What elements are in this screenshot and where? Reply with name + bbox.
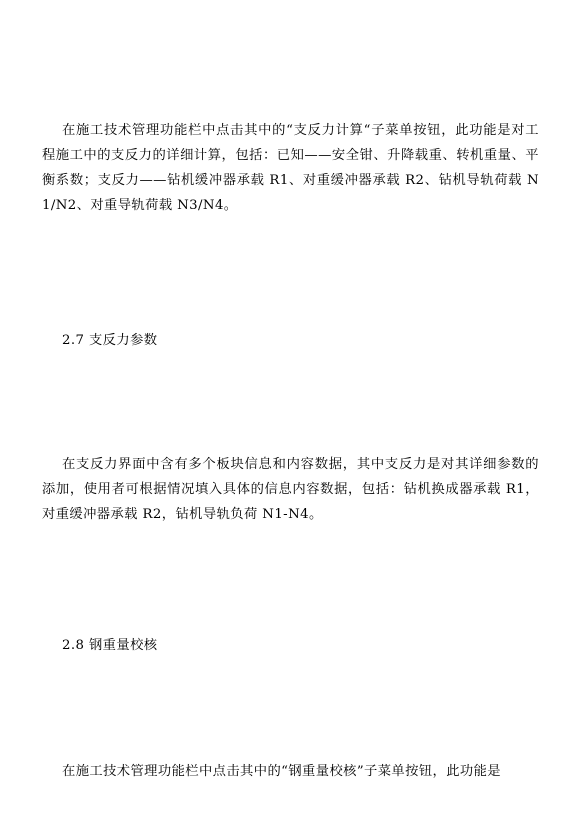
heading-support-reaction-parameters: 2.7 支反力参数 — [62, 333, 158, 348]
paragraph-steel-weight-check: 在施工技术管理功能栏中点击其中的“钢重量校核”子菜单按钮，此功能是 — [62, 764, 501, 779]
paragraph-support-reaction-calculation: 在施工技术管理功能栏中点击其中的“支反力计算“子菜单按钮，此功能是对工程施工中的支反力的详细计算，包括：已知——安全钳、升降载重、转机重量、平衡系数；支反力——钻机缓冲器承载 R1、对重缓冲器承载 R2、钻机导轨荷载 N1/N2、对重导轨荷载 N3/N4。 — [42, 123, 539, 213]
heading-steel-weight-check: 2.8 钢重量校核 — [62, 638, 158, 653]
paragraph-support-reaction-interface: 在支反力界面中含有多个板块信息和内容数据，其中支反力是对其详细参数的添加，使用者可根据情况填入具体的信息内容数据，包括：钻机换成器承载 R1，对重缓冲器承载 R2，钻机导轨负荷 N1-N4。 — [42, 457, 539, 522]
